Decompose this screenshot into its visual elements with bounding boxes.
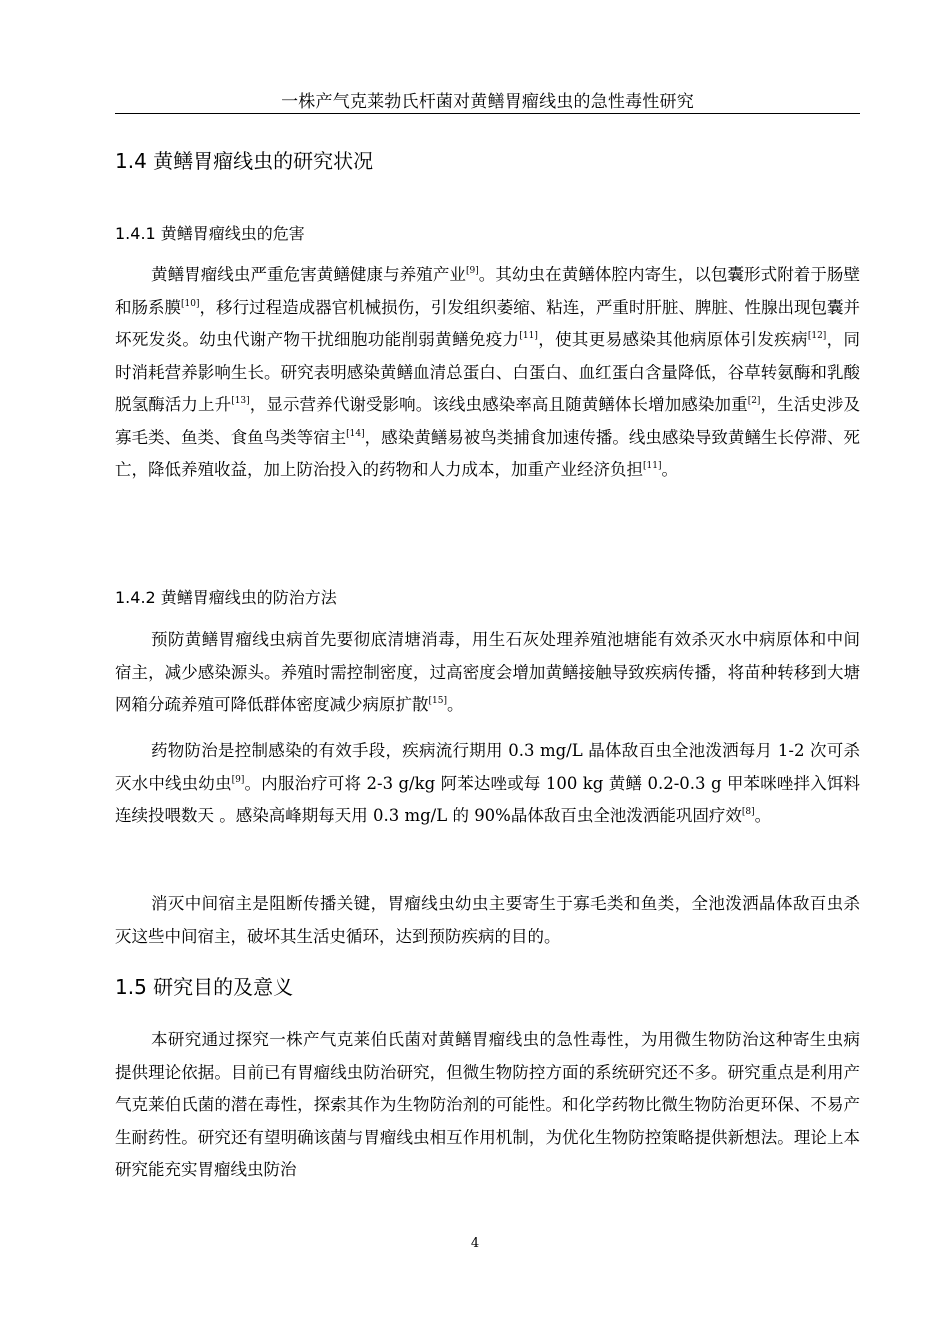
text-run: ，同时消耗营养影响生长。研究表明感染黄鳝血清总蛋白、白蛋白、血红蛋白含量降低，谷草转氨酶和乳酸脱氢酶活力上升 <box>115 330 861 414</box>
subsection-heading-1-4-2: 1.4.2 黄鳝胃瘤线虫的防治方法 <box>115 588 337 607</box>
citation: [9] <box>465 266 479 276</box>
text-run: 本研究通过探究一株产气克莱伯氏菌对黄鳝胃瘤线虫的急性毒性，为用微生物防治这种寄生虫病提供理论依据。目前已有胃瘤线虫防治研究，但微生物防控方面的系统研究还不多。研究重点是利用产气克莱伯氏菌的潜在毒性，探索其作为生物防治剂的可能性。和化学药物比微生物防治更环保、不易产生耐药性。研究还有望明确该菌与胃瘤线虫相互作用机制，为优化生物防控策略提供新想法。理论上本研究能充实胃瘤线虫防治 <box>115 1030 860 1179</box>
citation: [10] <box>181 298 200 309</box>
text-run: 。 <box>661 460 678 479</box>
citation: [15] <box>428 696 447 706</box>
text-run: ，生活史涉及寡毛类、鱼类、食鱼鸟类等宿主 <box>115 395 861 447</box>
citation: [12] <box>807 331 827 341</box>
page-number: 4 <box>470 1236 480 1251</box>
header-divider <box>115 113 860 114</box>
citation: [9] <box>231 774 245 785</box>
paragraph-drug-control <box>115 735 860 833</box>
running-header-title: 一株产气克莱勃氏杆菌对黄鳝胃瘤线虫的急性毒性研究 <box>281 92 694 112</box>
text-run: ，感染黄鳝易被鸟类捕食加速传播。线虫感染导致黄鳝生长停滞、死亡，降低养殖收益，加上防治投入的药物和人力成本，加重产业经济负担 <box>115 427 861 479</box>
text-run: 。其幼虫在黄鳝体腔内寄生，以包囊形式附着于肠壁和肠系膜 <box>115 265 861 317</box>
text-run: 消灭中间宿主是阻断传播关键，胃瘤线虫幼虫主要寄生于寡毛类和鱼类，全池泼洒晶体敌百虫杀灭这些中间宿主，破坏其生活史循环，达到预防疾病的目的。 <box>115 894 860 946</box>
paragraph-prevention <box>115 624 860 722</box>
text-run: ，使其更易感染其他病原体引发疾病 <box>537 330 808 349</box>
citation: [8] <box>741 807 755 817</box>
citation: [11] <box>643 461 662 471</box>
paragraph-research-purpose <box>115 1024 860 1187</box>
citation: [11] <box>519 331 538 341</box>
text-run: 。 <box>446 695 464 714</box>
citation: [13] <box>231 396 250 406</box>
text-run: 药物防治是控制感染的有效手段，疾病流行期用 0.3 mg/L 晶体敌百虫全池泼洒每月 1-2 次可杀灭水中线虫幼虫 <box>115 741 860 793</box>
text-run: 预防黄鳝胃瘤线虫病首先要彻底清塘消毒，用生石灰处理养殖池塘能有效杀灭水中病原体和中间宿主，减少感染源头。养殖时需控制密度，过高密度会增加黄鳝接触导致疾病传播，将苗种转移到大塘网箱分疏养殖可降低群体密度减少病原扩散 <box>115 630 860 714</box>
text-run: ，显示营养代谢受影响。该线虫感染率高且随黄鳝体长增加感染加重 <box>249 395 748 414</box>
citation: [2] <box>747 396 761 406</box>
subsection-heading-1-4-1: 1.4.1 黄鳝胃瘤线虫的危害 <box>115 224 305 243</box>
text-run: ，移行过程造成器官机械损伤，引发组织萎缩、粘连，严重时肝脏、脾脏、性腺出现包囊并坏死发炎。幼虫代谢产物干扰细胞功能削弱黄鳝免疫力 <box>115 297 860 349</box>
paragraph-hazards <box>115 259 860 487</box>
section-heading-1-4: 1.4 黄鳝胃瘤线虫的研究状况 <box>115 149 374 173</box>
paragraph-host-elimination <box>115 888 860 953</box>
citation: [14] <box>346 428 365 439</box>
section-heading-1-5: 1.5 研究目的及意义 <box>115 975 294 999</box>
text-run: 。内服治疗可将 2-3 g/kg 阿苯达唑或每 100 kg 黄鳝 0.2-0.3 g 甲苯咪唑拌入饵料连续投喂数天 。感染高峰期每天用 0.3 mg/L 的 90%晶体敌百虫全池泼洒能巩固疗效 <box>115 773 861 825</box>
text-run: 。 <box>754 806 772 825</box>
text-run: 黄鳝胃瘤线虫严重危害黄鳝健康与养殖产业 <box>151 265 466 284</box>
